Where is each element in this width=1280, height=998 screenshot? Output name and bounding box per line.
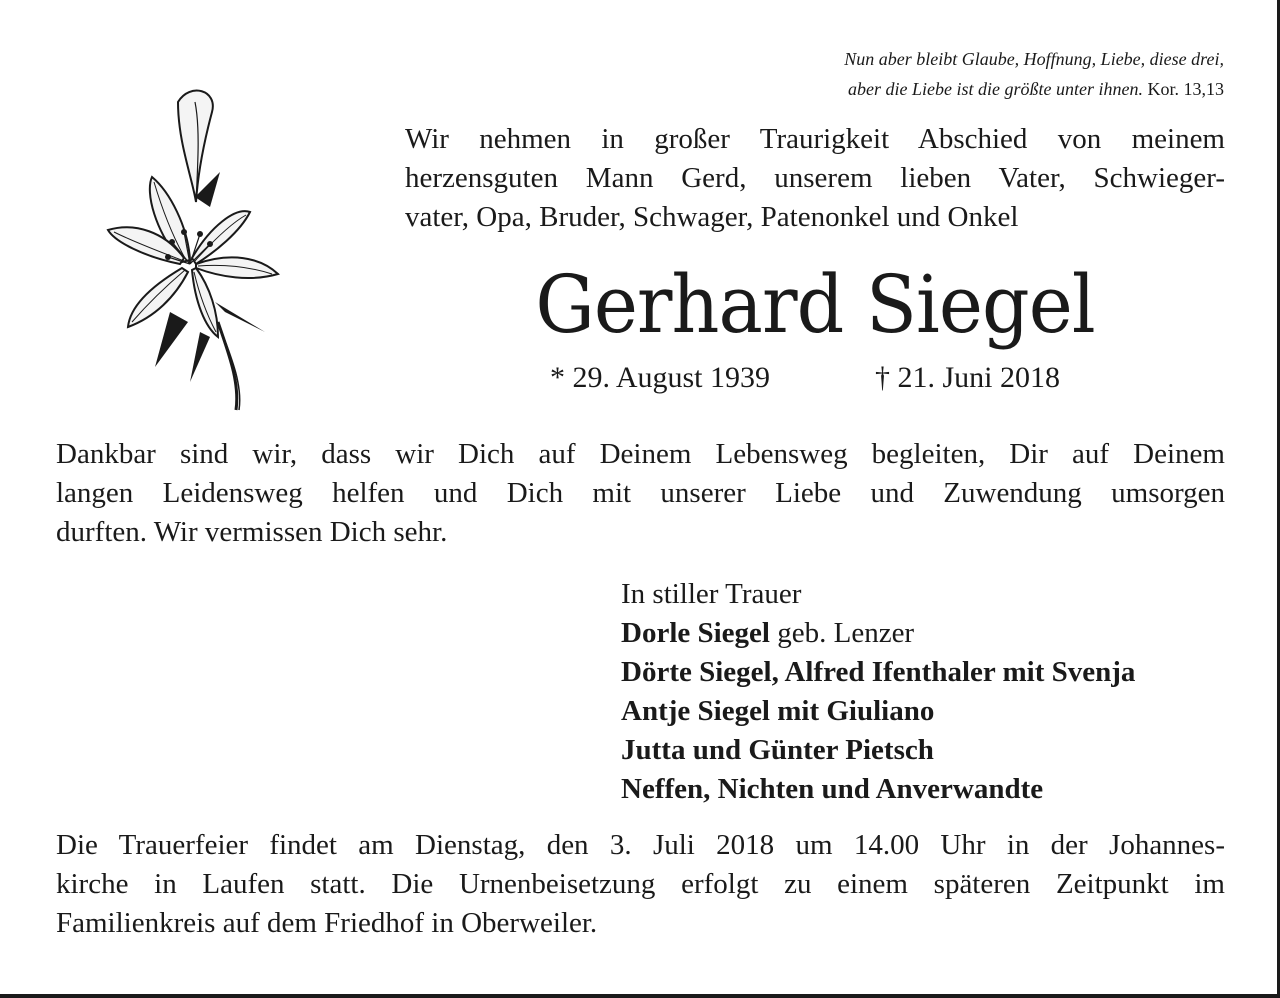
birth-date: * 29. August 1939 xyxy=(550,361,771,394)
intro-text xyxy=(405,120,1225,237)
mourner-name: Dorle Siegel xyxy=(621,617,770,649)
verse-line-2-text: aber die Liebe ist die größte unter ihnen. xyxy=(848,79,1143,99)
intro-line: vater, Opa, Bruder, Schwager, Patenonkel und Onkel xyxy=(405,201,1019,233)
verse-line-2 xyxy=(624,74,1224,104)
intro-line: herzensguten Mann Gerd, unserem lieben Vater, Schwieger- xyxy=(405,162,1225,194)
mourner-name: Jutta und Günter Pietsch xyxy=(621,734,934,766)
death-date: † 21. Juni 2018 xyxy=(875,361,1061,394)
verse-reference: Kor. 13,13 xyxy=(1147,79,1224,99)
deceased-name: Gerhard Siegel xyxy=(535,258,1095,351)
bible-verse xyxy=(624,44,1224,104)
service-paragraph xyxy=(56,826,1225,943)
mourner-row xyxy=(621,692,1231,731)
paragraph-line: Familienkreis auf dem Friedhof in Oberweiler. xyxy=(56,907,598,939)
mourner-row xyxy=(621,770,1231,809)
paragraph-line: langen Leidensweg helfen und Dich mit unserer Liebe und Zuwendung umsorgen xyxy=(56,477,1225,509)
mourner-row xyxy=(621,731,1231,770)
paragraph-line: Dankbar sind wir, dass wir Dich auf Deinem Lebensweg begleiten, Dir auf Deinem xyxy=(56,438,1225,470)
verse-line-1: Nun aber bleibt Glaube, Hoffnung, Liebe, diese drei, xyxy=(844,49,1224,69)
mourner-name: Antje Siegel mit Giuliano xyxy=(621,695,935,727)
mourner-row xyxy=(621,653,1231,692)
mourner-name: Neffen, Nichten und Anverwandte xyxy=(621,773,1044,805)
paragraph-line: durften. Wir vermissen Dich sehr. xyxy=(56,516,448,548)
lily-icon xyxy=(100,82,285,412)
intro-line: Wir nehmen in großer Traurigkeit Abschied von meinem xyxy=(405,123,1225,155)
paragraph-line: Die Trauerfeier findet am Dienstag, den 3. Juli 2018 um 14.00 Uhr in der Johannes- xyxy=(56,829,1225,861)
mourner-row xyxy=(621,614,1231,653)
gratitude-paragraph xyxy=(56,435,1225,552)
mourners-heading: In stiller Trauer xyxy=(621,578,802,610)
mourner-maiden-name: geb. Lenzer xyxy=(769,617,915,649)
mourners-list xyxy=(621,575,1231,809)
mourner-name: Dörte Siegel, Alfred Ifenthaler mit Svenja xyxy=(621,656,1136,688)
paragraph-line: kirche in Laufen statt. Die Urnenbeisetzung erfolgt zu einem späteren Zeitpunkt im xyxy=(56,868,1225,900)
